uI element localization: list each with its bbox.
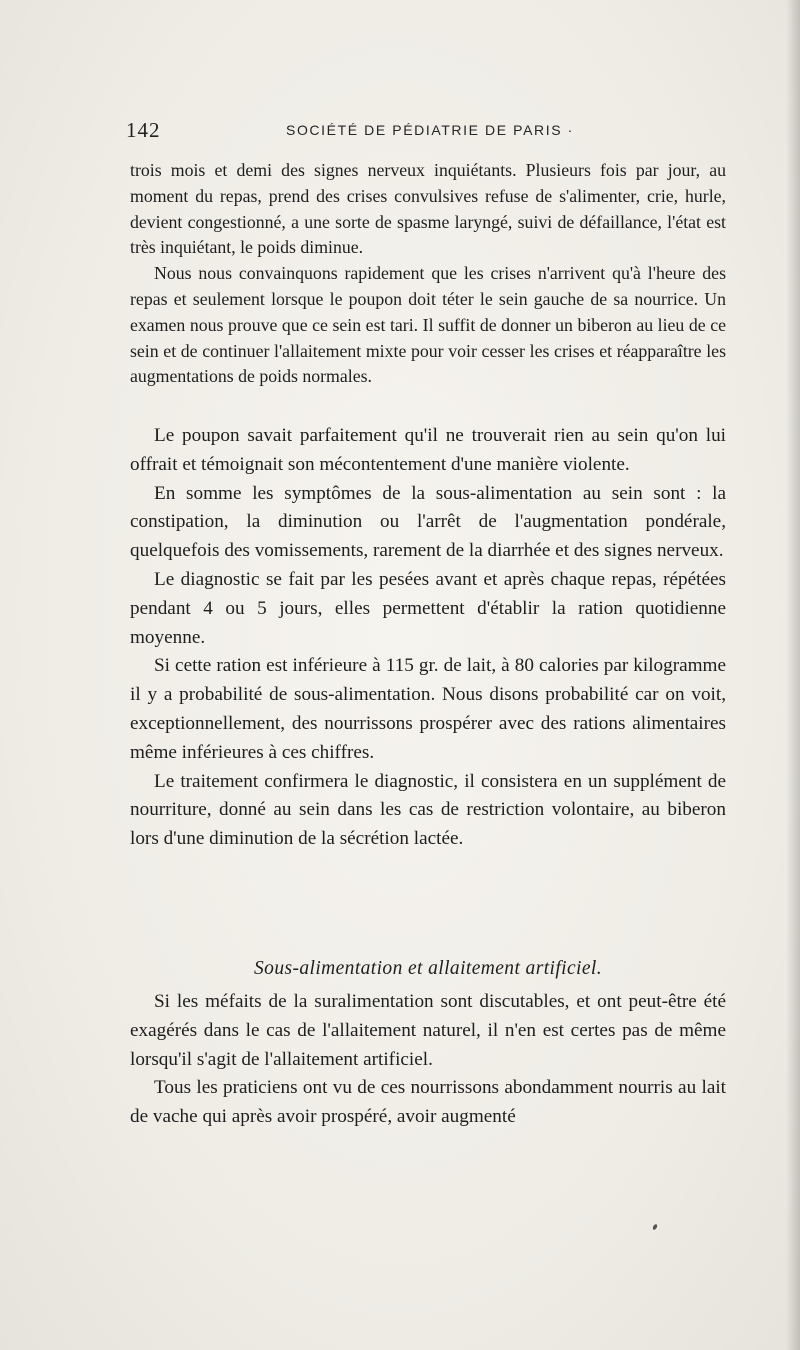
page-header [126, 118, 726, 142]
paragraph: Si cette ration est inférieure à 115 gr. de lait, à 80 calories par kilogramme il y a probabilité de sous-alimentation. Nous disons probabilité car on voit, exceptionnellement, des nourrissons prospérer avec des rations alimentaires même inférieures à ces chiffres. [130, 655, 726, 763]
page-number: 142 [126, 118, 161, 142]
paragraph: Le diagnostic se fait par les pesées avant et après chaque repas, répétées pendant 4 ou 5 jours, elles permettent d'établir la ration quotidienne moyenne. [130, 568, 726, 648]
paragraph: Si les méfaits de la suralimentation sont discutables, et ont peut-être été exagérés dans le cas de l'allaitement naturel, il n'en est certes pas de même lorsqu'il s'agit de l'allaitement artificiel. [130, 991, 726, 1070]
paragraph: Nous nous convainquons rapidement que les crises n'arrivent qu'à l'heure des repas et seulement lorsque le poupon doit téter le sein gauche de sa nourrice. Un examen nous prouve que ce sein est tari. Il suffit de donner un biberon au lieu de ce sein et de continuer l'allaitement mixte pour voir cesser les crises et réapparaître les augmentations de poids normales. [130, 263, 726, 387]
text-block-top [130, 158, 726, 390]
text-block-middle [130, 422, 726, 854]
page-edge-shadow [786, 0, 800, 1350]
ink-speck [652, 1224, 658, 1231]
paragraph: Tous les praticiens ont vu de ces nourrissons abondamment nourris au lait de vache qui après avoir prospéré, avoir augmenté [130, 1077, 726, 1128]
paragraph: trois mois et demi des signes nerveux inquiétants. Plusieurs fois par jour, au moment du repas, prend des crises convulsives refuse de s'alimenter, crie, hurle, devient congestionné, a une sorte de spasme laryngé, suivi de défaillance, l'état est très inquiétant, le poids diminue. [130, 160, 726, 258]
section-heading: Sous-alimentation et allaitement artificiel. [254, 958, 602, 979]
running-head: SOCIÉTÉ DE PÉDIATRIE DE PARIS · [286, 122, 574, 138]
paragraph: Le poupon savait parfaitement qu'il ne trouverait rien au sein qu'on lui offrait et témoignait son mécontentement d'une manière violente. [130, 425, 726, 475]
paragraph: En somme les symptômes de la sous-alimentation au sein sont : la constipation, la diminution ou l'arrêt de l'augmentation pondérale, quelquefois des vomissements, rarement de la diarrhée et des signes nerveux. [130, 482, 726, 562]
paragraph: Le traitement confirmera le diagnostic, il consistera en un supplément de nourriture, donné au sein dans les cas de restriction volontaire, au biberon lors d'une diminution de la sécrétion lactée. [130, 770, 726, 850]
text-block-bottom [130, 988, 726, 1132]
